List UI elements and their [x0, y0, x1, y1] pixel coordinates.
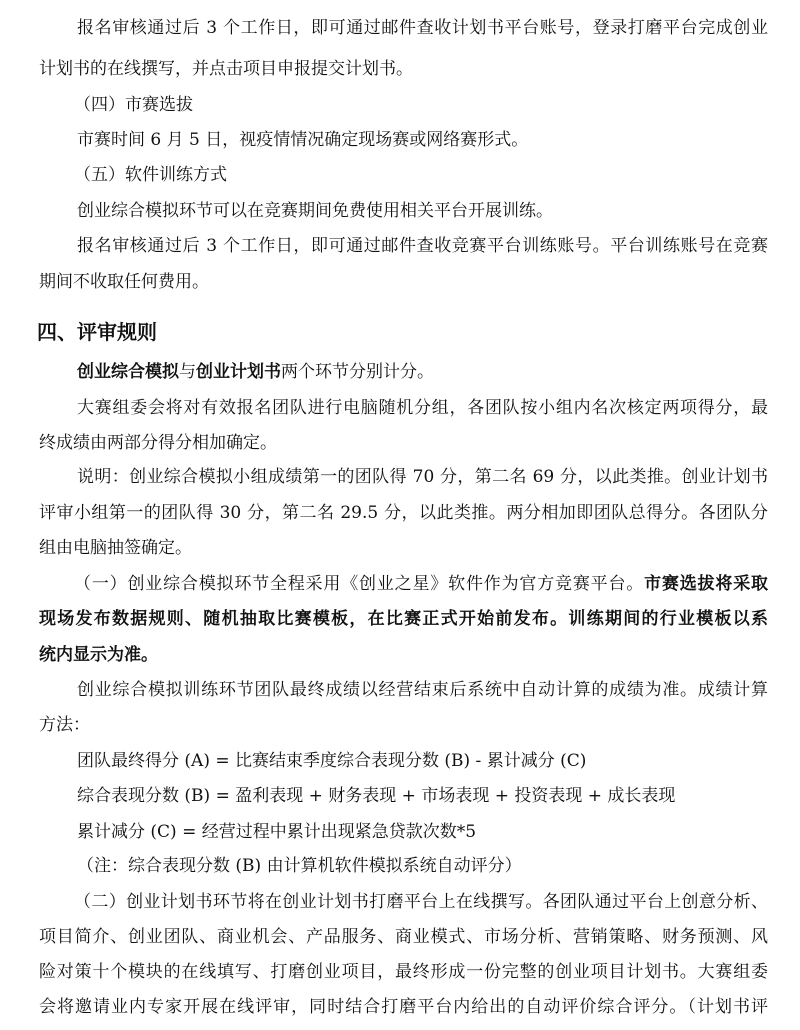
- paragraph-explain-line-2: 评审小组第一的团队得 30 分，第二名 29.5 分，以此类推。两分相加即团队总得分。各团队分: [39, 503, 768, 523]
- subheading-software-training: （五）软件训练方式: [74, 165, 227, 185]
- formula-note: （注：综合表现分数 (B) 由计算机软件模拟系统自动评分）: [77, 856, 522, 876]
- paragraph-business-plan-line-4: 会将邀请业内专家开展在线评审，同时结合打磨平台内给出的自动评价综合评分。（计划书评: [39, 997, 768, 1017]
- formula-deduction: 累计减分 (C) = 经营过程中累计出现紧急贷款次数*5: [77, 822, 477, 842]
- paragraph-sim-platform-line-2: 现场发布数据规则、随机抽取比赛模板，在比赛正式开始前发布。训练期间的行业模板以系: [39, 609, 768, 629]
- paragraph-two-parts: [77, 360, 434, 384]
- sim-platform-normal-text: （一）创业综合模拟环节全程采用《创业之星》软件作为官方竞赛平台。: [74, 574, 645, 594]
- sim-platform-bold-text: 市赛选拔将采取: [644, 574, 768, 594]
- bold-term-business-plan: 创业计划书: [196, 362, 281, 382]
- bold-term-simulation: 创业综合模拟: [77, 362, 179, 382]
- paragraph-registration-platform-line-2: 计划书的在线撰写，并点击项目申报提交计划书。: [39, 59, 413, 79]
- paragraph-grouping-line-2: 终成绩由两部分得分相加确定。: [39, 433, 277, 453]
- paragraph-business-plan-line-2: 项目简介、创业团队、商业机会、产品服务、商业模式、市场分析、营销策略、财务预测、风: [39, 927, 768, 947]
- connector-text: 与: [179, 362, 196, 382]
- paragraph-city-match: 市赛时间 6 月 5 日，视疫情情况确定现场赛或网络赛形式。: [77, 130, 529, 150]
- paragraph-sim-score-line-2: 方法：: [39, 715, 90, 735]
- formula-final-score: 团队最终得分 (A) = 比赛结束季度综合表现分数 (B) - 累计减分 (C): [77, 751, 587, 771]
- paragraph-explain-line-1: 说明：创业综合模拟小组成绩第一的团队得 70 分，第二名 69 分，以此类推。创业计划书: [77, 467, 768, 487]
- subheading-city-match: （四）市赛选拔: [74, 95, 193, 115]
- formula-composite-score: 综合表现分数 (B) = 盈利表现 + 财务表现 + 市场表现 + 投资表现 + 成长表现: [77, 786, 676, 806]
- section-heading-review-rules: 四、评审规则: [37, 320, 157, 344]
- paragraph-sim-score-line-1: 创业综合模拟训练环节团队最终成绩以经营结束后系统中自动计算的成绩为准。成绩计算: [77, 680, 768, 700]
- paragraph-training-account-line-2: 期间不收取任何费用。: [39, 272, 209, 292]
- paragraph-sim-platform-line-1: [74, 572, 768, 596]
- two-parts-rest-text: 两个环节分别计分。: [281, 362, 434, 382]
- paragraph-training-account-line-1: 报名审核通过后 3 个工作日，即可通过邮件查收竞赛平台训练账号。平台训练账号在竞赛: [77, 236, 768, 256]
- paragraph-explain-line-3: 组由电脑抽签确定。: [39, 538, 192, 558]
- paragraph-sim-platform-line-3: 统内显示为准。: [39, 645, 158, 665]
- paragraph-free-training: 创业综合模拟环节可以在竞赛期间免费使用相关平台开展训练。: [77, 201, 553, 221]
- paragraph-business-plan-line-3: 险对策十个模块的在线填写、打磨创业项目，最终形成一份完整的创业项目计划书。大赛组委: [39, 962, 768, 982]
- paragraph-grouping-line-1: 大赛组委会将对有效报名团队进行电脑随机分组，各团队按小组内名次核定两项得分，最: [77, 398, 768, 418]
- paragraph-registration-platform-line-1: 报名审核通过后 3 个工作日，即可通过邮件查收计划书平台账号，登录打磨平台完成创业: [77, 18, 768, 38]
- paragraph-business-plan-line-1: （二）创业计划书环节将在创业计划书打磨平台上在线撰写。各团队通过平台上创意分析、: [74, 892, 768, 912]
